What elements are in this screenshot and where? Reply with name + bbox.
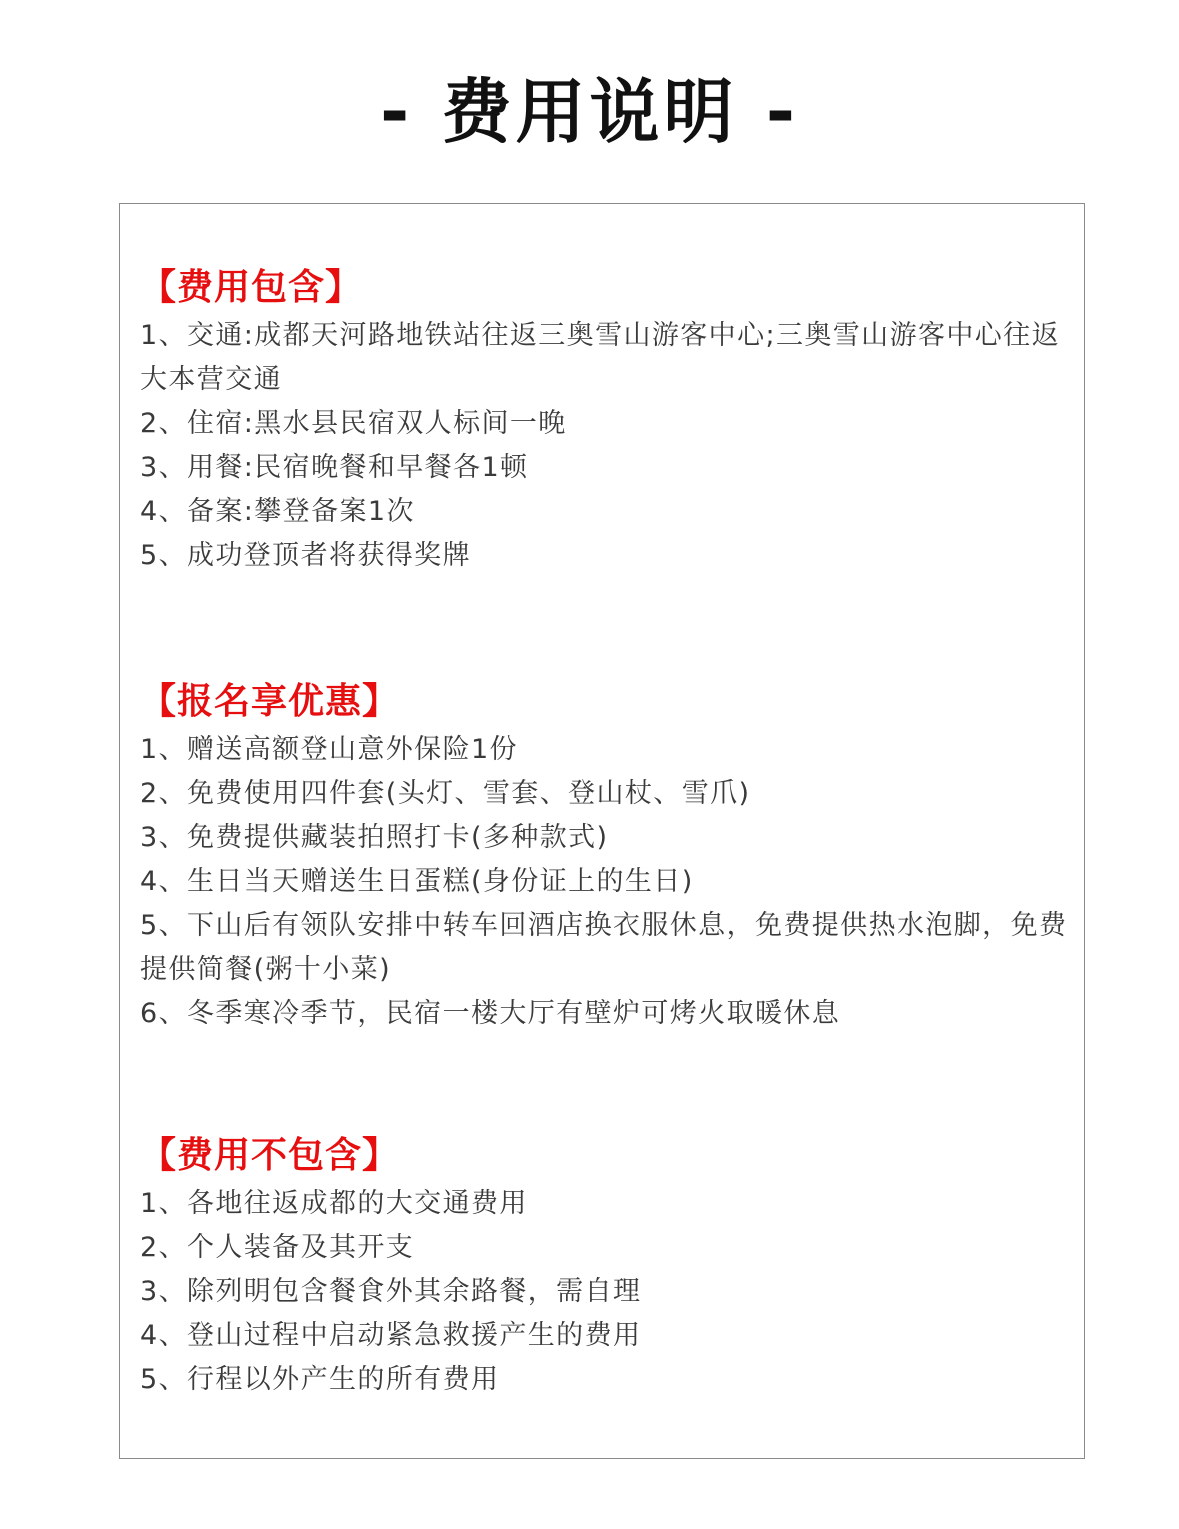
section-signup-offers	[140, 676, 1070, 1036]
section-fee-excluded	[140, 1130, 1070, 1402]
section-heading-fee-included: 【费用包含】	[140, 267, 363, 308]
list-item: 1、赠送高额登山意外保险1份	[140, 734, 518, 765]
list-item: 2、住宿:黑水县民宿双人标间一晚	[140, 408, 567, 439]
list-item: 2、免费使用四件套(头灯、雪套、登山杖、雪爪)	[140, 778, 751, 809]
section-heading-fee-excluded: 【费用不包含】	[140, 1135, 400, 1176]
list-item: 1、各地往返成都的大交通费用	[140, 1188, 528, 1219]
list-item: 4、生日当天赠送生日蛋糕(身份证上的生日)	[140, 866, 694, 897]
signup-offers-list	[140, 728, 1070, 1036]
list-item: 3、用餐:民宿晚餐和早餐各1顿	[140, 452, 529, 483]
list-item: 3、除列明包含餐食外其余路餐，需自理	[140, 1276, 642, 1307]
section-fee-included	[140, 262, 1070, 578]
fee-excluded-list	[140, 1182, 1070, 1402]
list-item: 6、冬季寒冷季节，民宿一楼大厅有壁炉可烤火取暖休息	[140, 998, 841, 1029]
list-item: 2、个人装备及其开支	[140, 1232, 415, 1263]
list-item: 5、行程以外产生的所有费用	[140, 1364, 500, 1395]
list-item: 1、交通:成都天河路地铁站往返三奥雪山游客中心;三奥雪山游客中心往返大本营交通	[140, 320, 1060, 395]
section-heading-signup-offers: 【报名享优惠】	[140, 681, 400, 722]
list-item: 4、登山过程中启动紧急救援产生的费用	[140, 1320, 642, 1351]
list-item: 5、下山后有领队安排中转车回酒店换衣服休息，免费提供热水泡脚，免费提供简餐(粥十小菜)	[140, 910, 1068, 985]
list-item: 5、成功登顶者将获得奖牌	[140, 540, 471, 571]
fee-included-list	[140, 314, 1070, 578]
fee-description-card	[119, 203, 1085, 1459]
list-item: 3、免费提供藏装拍照打卡(多种款式)	[140, 822, 609, 853]
list-item: 4、备案:攀登备案1次	[140, 496, 415, 527]
page-title: - 费用说明 -	[380, 71, 799, 153]
